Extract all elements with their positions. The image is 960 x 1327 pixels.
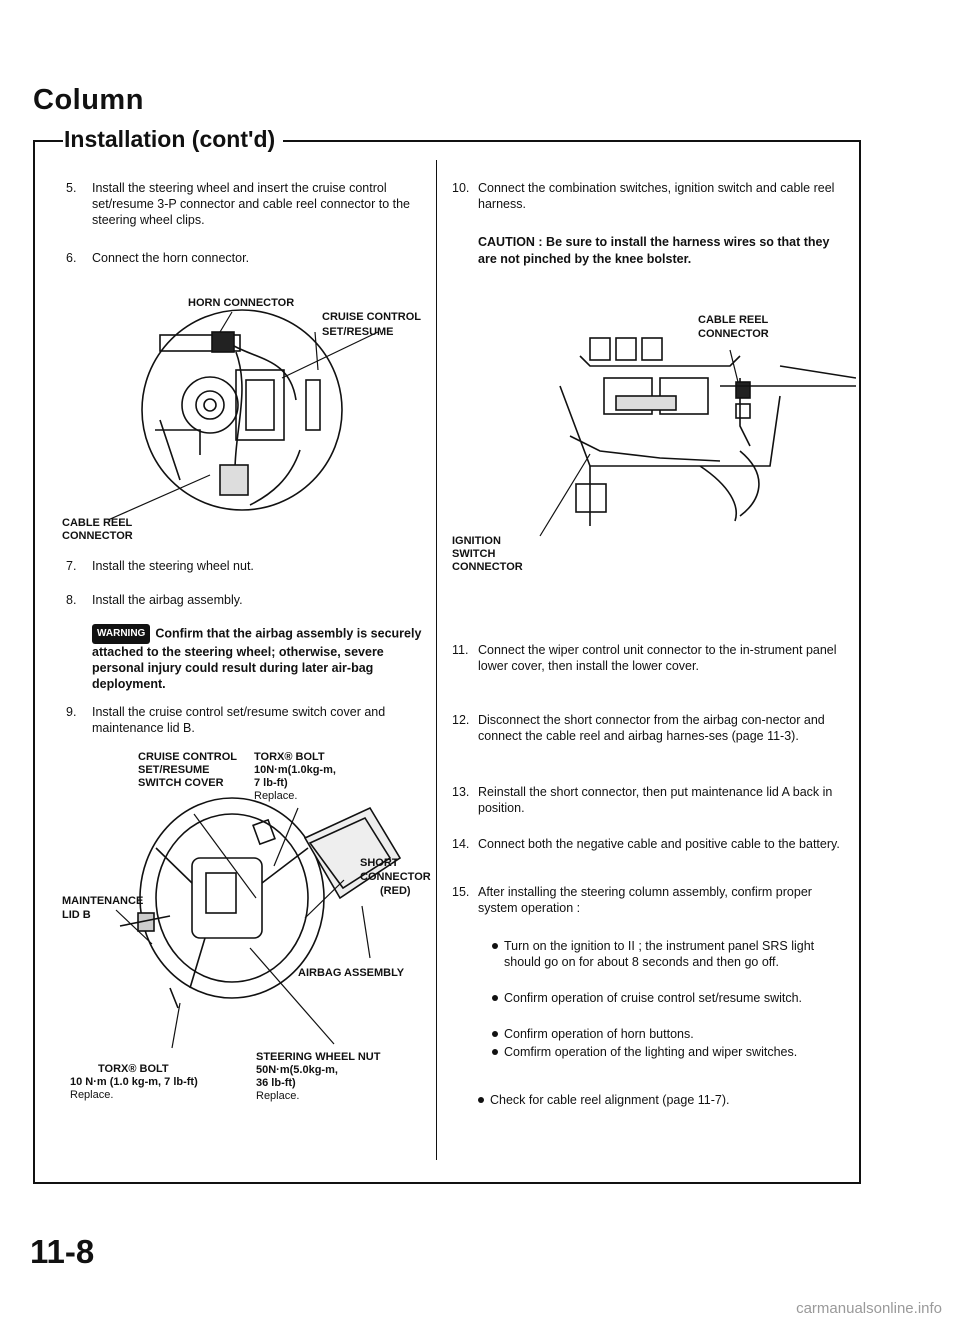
step-number: 11.: [452, 643, 469, 657]
step-text: Install the airbag assembly.: [92, 593, 243, 607]
check-item-text: Comfirm operation of the lighting and wiper switches.: [504, 1045, 798, 1059]
frame-line: [33, 140, 35, 1182]
step-text: Connect the combination switches, ignition switch and cable reel harness.: [478, 181, 835, 211]
label-maintenance-lid: MAINTENANCE: [62, 895, 144, 907]
check-item-text: Check for cable reel alignment (page 11-7).: [490, 1093, 730, 1107]
step-text: Install the cruise control set/resume switch cover and maintenance lid B.: [92, 705, 386, 735]
label-wheel-nut: 36 lb-ft): [256, 1077, 296, 1089]
page-title: Column: [33, 84, 144, 116]
check-item-text: Confirm operation of horn buttons.: [504, 1027, 694, 1041]
caution-note: CAUTION : Be sure to install the harness wires so that they are not pinched by the knee bolster.: [478, 235, 830, 266]
step-number: 5.: [66, 181, 77, 195]
bullet-icon: [478, 1097, 484, 1103]
label-ignition-connector: CONNECTOR: [452, 561, 523, 573]
bullet-icon: [492, 995, 498, 1001]
step-text: Connect the wiper control unit connector to the in-strument panel lower cover, then install the lower cover.: [478, 643, 837, 673]
label-torx-bolt-bottom: 10 N·m (1.0 kg-m, 7 lb-ft): [70, 1076, 198, 1088]
step-text: Install the steering wheel nut.: [92, 559, 254, 573]
label-cruise-switch: CRUISE CONTROL: [138, 751, 237, 763]
harness-figure: [440, 286, 856, 586]
check-item: [492, 1044, 844, 1078]
step-5: [66, 180, 426, 230]
bullet-icon: [492, 943, 498, 949]
step-text: Install the steering wheel and insert the cruise control set/resume 3-P connector and cable reel connector to the steering wheel clips.: [92, 181, 411, 227]
label-torx-bolt-top: TORX® BOLT: [254, 751, 325, 763]
label-wheel-nut: STEERING WHEEL NUT: [256, 1051, 381, 1063]
step-6: [66, 250, 426, 268]
step-number: 15.: [452, 885, 470, 899]
step-number: 7.: [66, 559, 77, 573]
label-ignition: IGNITION: [452, 535, 501, 547]
step-number: 10.: [452, 181, 470, 195]
warning-block: [92, 624, 426, 692]
check-item-text: Confirm operation of cruise control set/resume switch.: [504, 991, 803, 1005]
label-short-connector: CONNECTOR: [360, 871, 431, 883]
label-torx-bolt-top: Replace.: [254, 790, 298, 802]
label-wheel-nut: Replace.: [256, 1090, 300, 1102]
bullet-icon: [492, 1031, 498, 1037]
watermark: carmanualsonline.info: [796, 1300, 942, 1317]
step-10: [452, 180, 844, 214]
label-airbag-assembly: AIRBAG ASSEMBLY: [298, 967, 405, 979]
label-torx-bolt-bottom: TORX® BOLT: [98, 1063, 169, 1075]
step-number: 14.: [452, 837, 470, 851]
section-subtitle: Installation (cont'd): [64, 126, 276, 152]
step-number: 13.: [452, 785, 470, 799]
bullet-icon: [492, 1049, 498, 1055]
label-cable-reel: CABLE REEL: [698, 314, 769, 326]
warning-tag: WARNING: [92, 624, 150, 644]
label-horn-connector: HORN CONNECTOR: [188, 297, 295, 309]
check-item-text: Turn on the ignition to II ; the instrument panel SRS light should go on for about 8 seconds and then go off.: [504, 939, 815, 969]
step-number: 12.: [452, 713, 470, 727]
check-item: [492, 938, 844, 988]
column-divider: [436, 160, 437, 1160]
frame-line: [33, 140, 63, 142]
label-short-connector: (RED): [380, 885, 411, 897]
step-number: 9.: [66, 705, 77, 719]
check-item: [492, 990, 844, 1024]
frame-line: [283, 140, 861, 142]
label-set-resume: SET/RESUME: [322, 326, 394, 338]
warning-text: Confirm that the airbag assembly is securely attached to the steering wheel; otherwise, severe personal injury could result during later air-bag deployment.: [92, 626, 422, 691]
step-12: [452, 712, 844, 762]
label-cruise-control: CRUISE CONTROL: [322, 311, 421, 323]
label-maintenance-lid: LID B: [62, 909, 91, 921]
step-text: Reinstall the short connector, then put maintenance lid A back in position.: [478, 785, 833, 815]
step-text: Connect both the negative cable and positive cable to the battery.: [478, 837, 840, 851]
step-15: [452, 884, 844, 918]
frame-line: [859, 140, 861, 1182]
step-text: Connect the horn connector.: [92, 251, 250, 265]
label-cruise-switch: SWITCH COVER: [138, 777, 224, 789]
check-item: [478, 1092, 844, 1110]
page-number: 11-8: [30, 1233, 95, 1270]
step-11: [452, 642, 844, 692]
label-cable-reel: CABLE REEL: [62, 517, 133, 529]
check-item: [492, 1026, 844, 1044]
label-torx-bolt-top: 7 lb-ft): [254, 777, 288, 789]
step-number: 6.: [66, 251, 77, 265]
label-cruise-switch: SET/RESUME: [138, 764, 210, 776]
step-7: [66, 558, 426, 576]
step-8: [66, 592, 426, 610]
label-torx-bolt-top: 10N·m(1.0kg-m,: [254, 764, 336, 776]
label-cable-reel-connector: CONNECTOR: [62, 530, 133, 542]
label-wheel-nut: 50N·m(5.0kg-m,: [256, 1064, 338, 1076]
step-9: [66, 704, 426, 738]
label-torx-bolt-bottom: Replace.: [70, 1089, 114, 1101]
label-short-connector: SHORT: [360, 857, 399, 869]
step-text: Disconnect the short connector from the airbag con-nector and connect the cable reel and airbag harnes-ses (page 11-3).: [478, 713, 825, 743]
frame-line: [33, 1182, 861, 1184]
label-cable-reel-connector: CONNECTOR: [698, 328, 769, 340]
step-number: 8.: [66, 593, 77, 607]
label-ignition-switch: SWITCH: [452, 548, 496, 560]
step-14: [452, 836, 844, 870]
step-text: After installing the steering column assembly, confirm proper system operation :: [478, 885, 812, 915]
horn-connector-figure: [60, 280, 436, 550]
airbag-installation-figure: [60, 748, 436, 1140]
step-13: [452, 784, 844, 818]
